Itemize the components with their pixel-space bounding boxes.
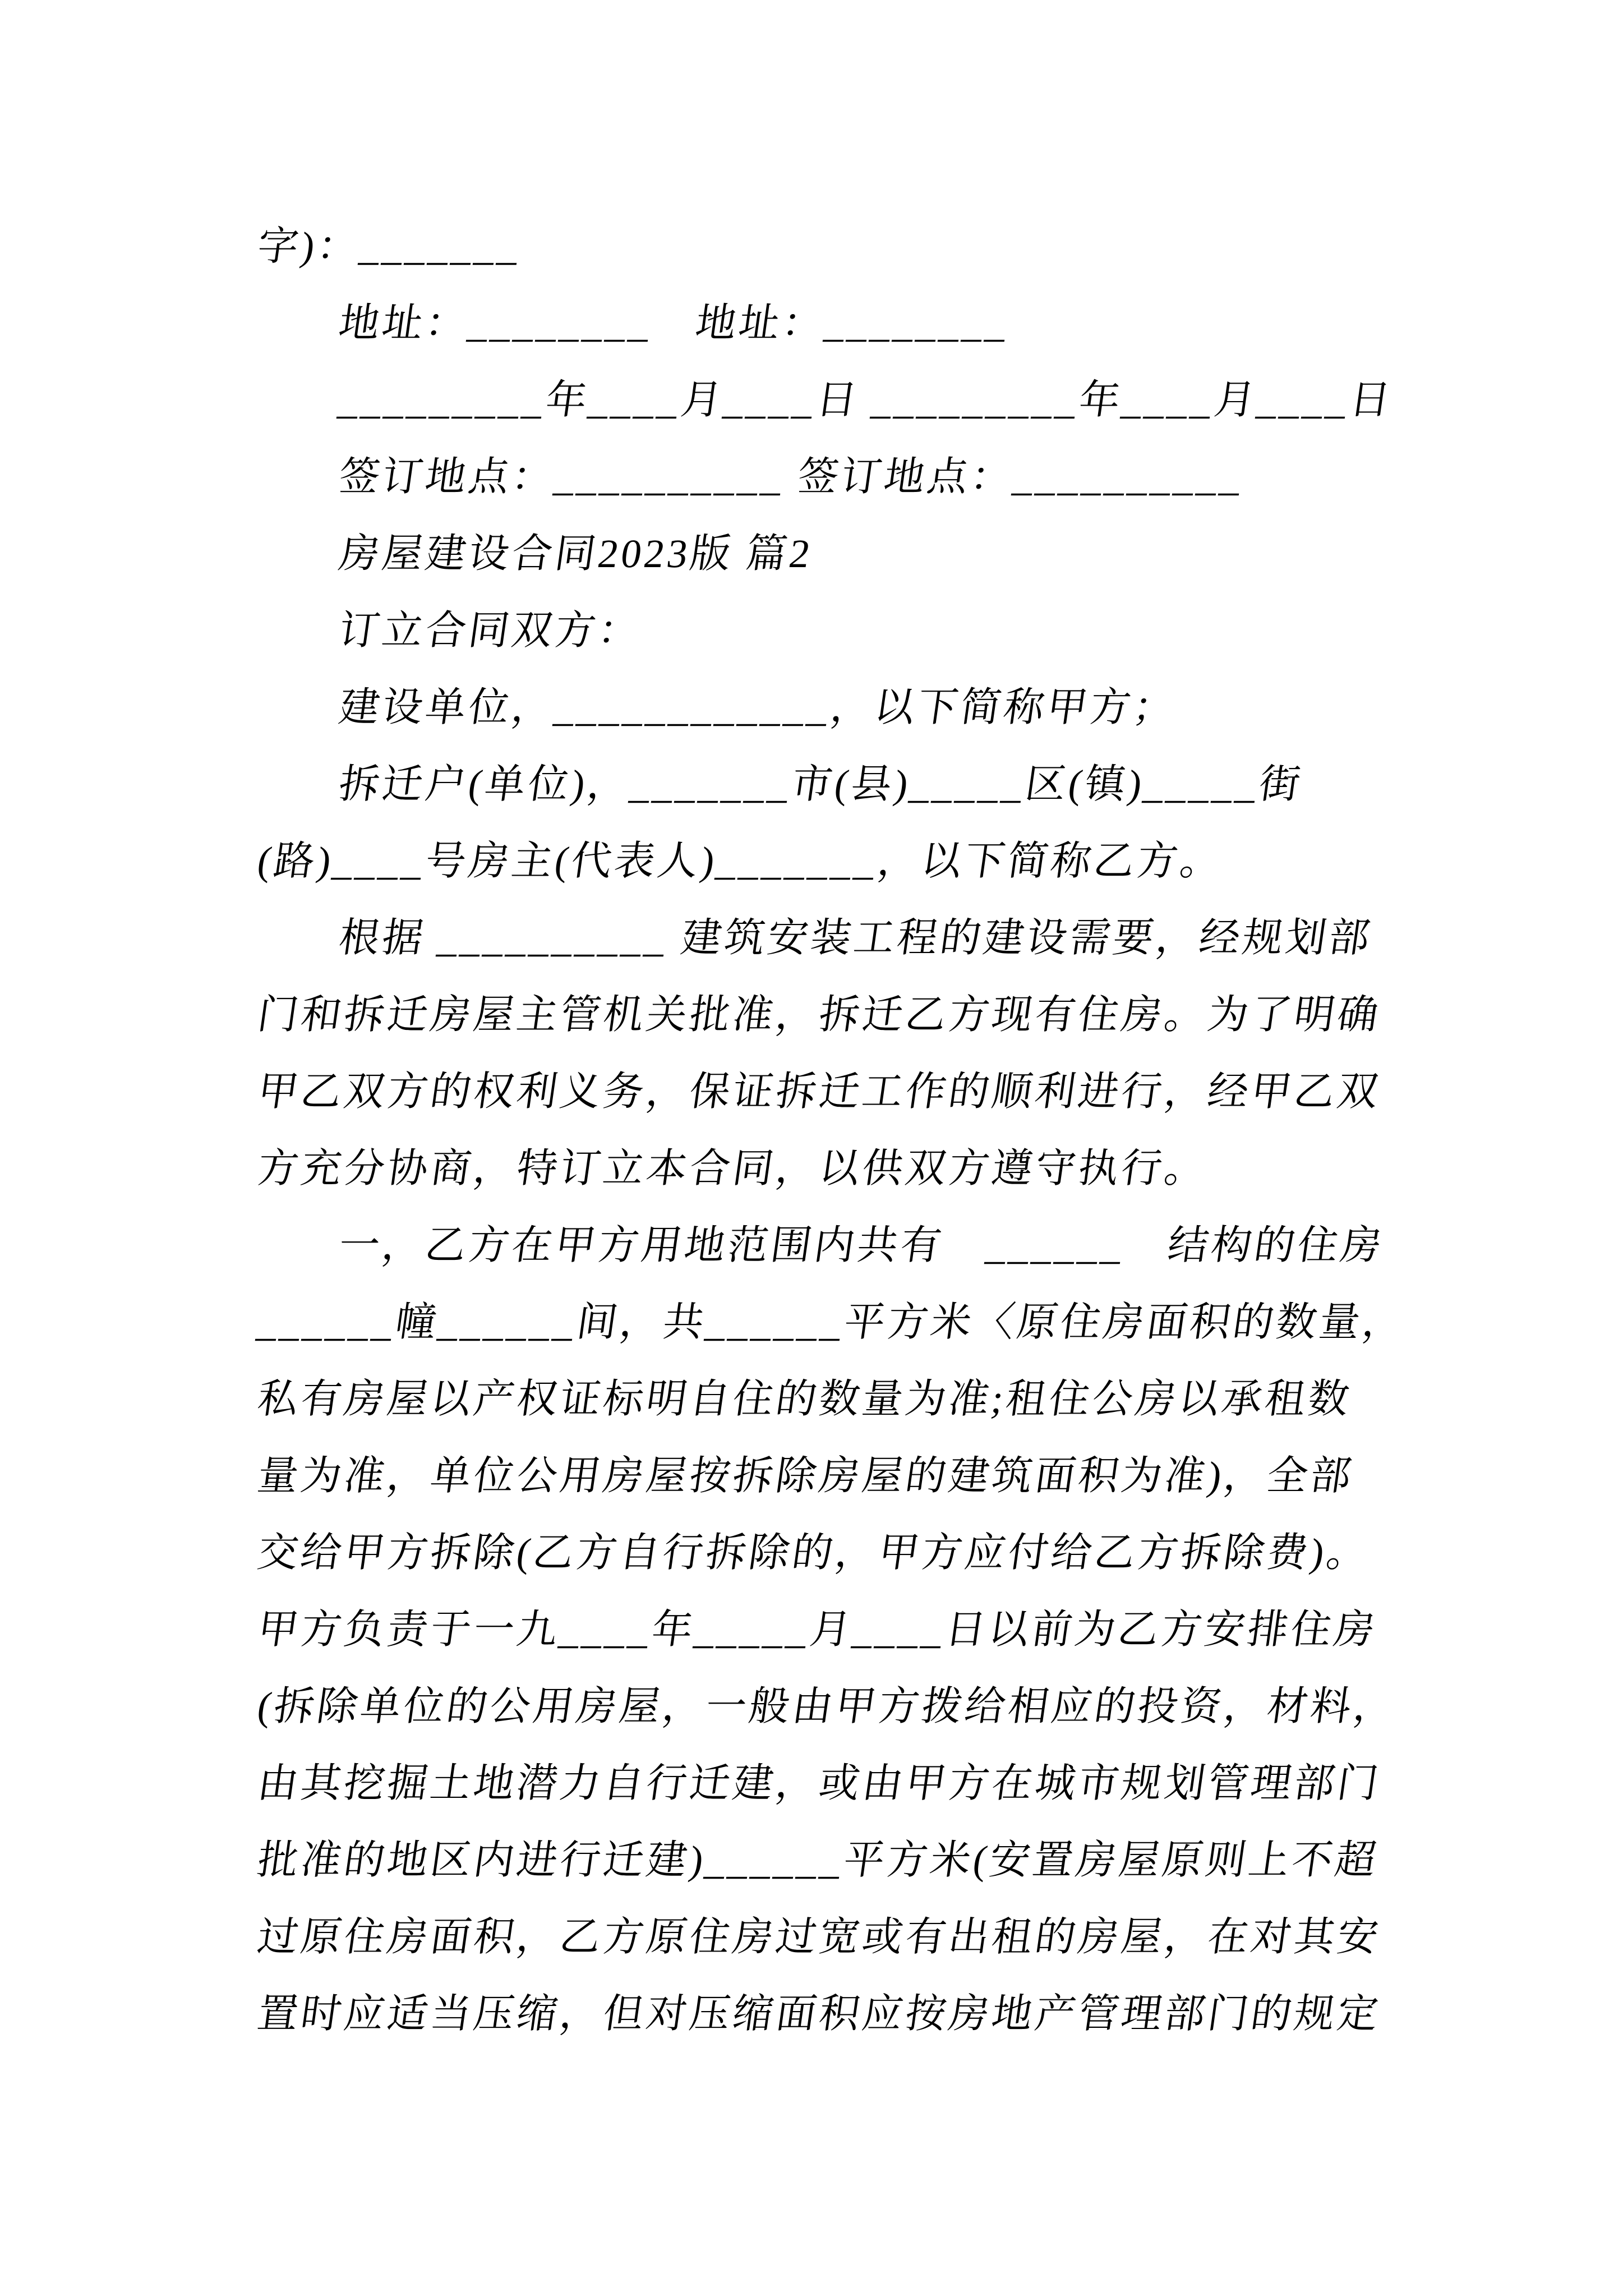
text-line: 订立合同双方： bbox=[336, 608, 645, 653]
text-line: 甲方负责于一九____年_____月____日以前为乙方安排住房 bbox=[255, 1607, 1381, 1652]
text-line: 一，乙方在甲方用地范围内共有 ______ 结构的住房 bbox=[336, 1223, 1387, 1268]
text-line: 甲乙双方的权利义务，保证拆迁工作的顺利进行，经甲乙双 bbox=[255, 1069, 1384, 1114]
text-line: 由其挖掘土地潜力自行迁建，或由甲方在城市规划管理部门 bbox=[255, 1761, 1384, 1806]
text-line: _________年____月____日 _________年____月____日 bbox=[336, 378, 1396, 422]
text-line: 地址：________ 地址：________ bbox=[336, 301, 1013, 346]
text-line: (拆除单位的公用房屋，一般由甲方拨给相应的投资，材料， bbox=[255, 1684, 1400, 1729]
text-line: 门和拆迁房屋主管机关批准，拆迁乙方现有住房。为了明确 bbox=[255, 992, 1384, 1037]
text-line: 拆迁户(单位)，_______市(县)_____区(镇)_____街 bbox=[336, 762, 1306, 807]
text-line: 根据 __________ 建筑安装工程的建设需要，经规划部 bbox=[336, 915, 1376, 960]
text-line: 签订地点：__________ 签订地点：__________ bbox=[336, 454, 1247, 499]
text-line: 量为准，单位公用房屋按拆除房屋的建筑面积为准)，全部 bbox=[255, 1453, 1357, 1498]
document-body bbox=[255, 208, 1523, 2053]
text-line: 字)：_______ bbox=[255, 224, 525, 269]
text-line: ______幢______间，共______平方米〈原住房面积的数量， bbox=[255, 1300, 1409, 1345]
text-line: 私有房屋以产权证标明自住的数量为准;租住公房以承租数 bbox=[255, 1377, 1355, 1421]
text-line: 方充分协商，特订立本合同，以供双方遵守执行。 bbox=[255, 1146, 1211, 1191]
text-line: 房屋建设合同2023版 篇2 bbox=[336, 531, 816, 576]
text-line: 建设单位，____________，以下简称甲方； bbox=[336, 685, 1180, 730]
text-line: 置时应适当压缩，但对压缩面积应按房地产管理部门的规定 bbox=[255, 1991, 1384, 2036]
text-line: 批准的地区内进行迁建)______平方米(安置房屋原则上不超 bbox=[255, 1838, 1382, 1883]
text-line: 过原住房面积，乙方原住房过宽或有出租的房屋，在对其安 bbox=[255, 1915, 1384, 1959]
text-line: (路)____号房主(代表人)_______，以下简称乙方。 bbox=[255, 839, 1227, 884]
text-line: 交给甲方拆除(乙方自行拆除的，甲方应付给乙方拆除费)。 bbox=[255, 1530, 1373, 1575]
